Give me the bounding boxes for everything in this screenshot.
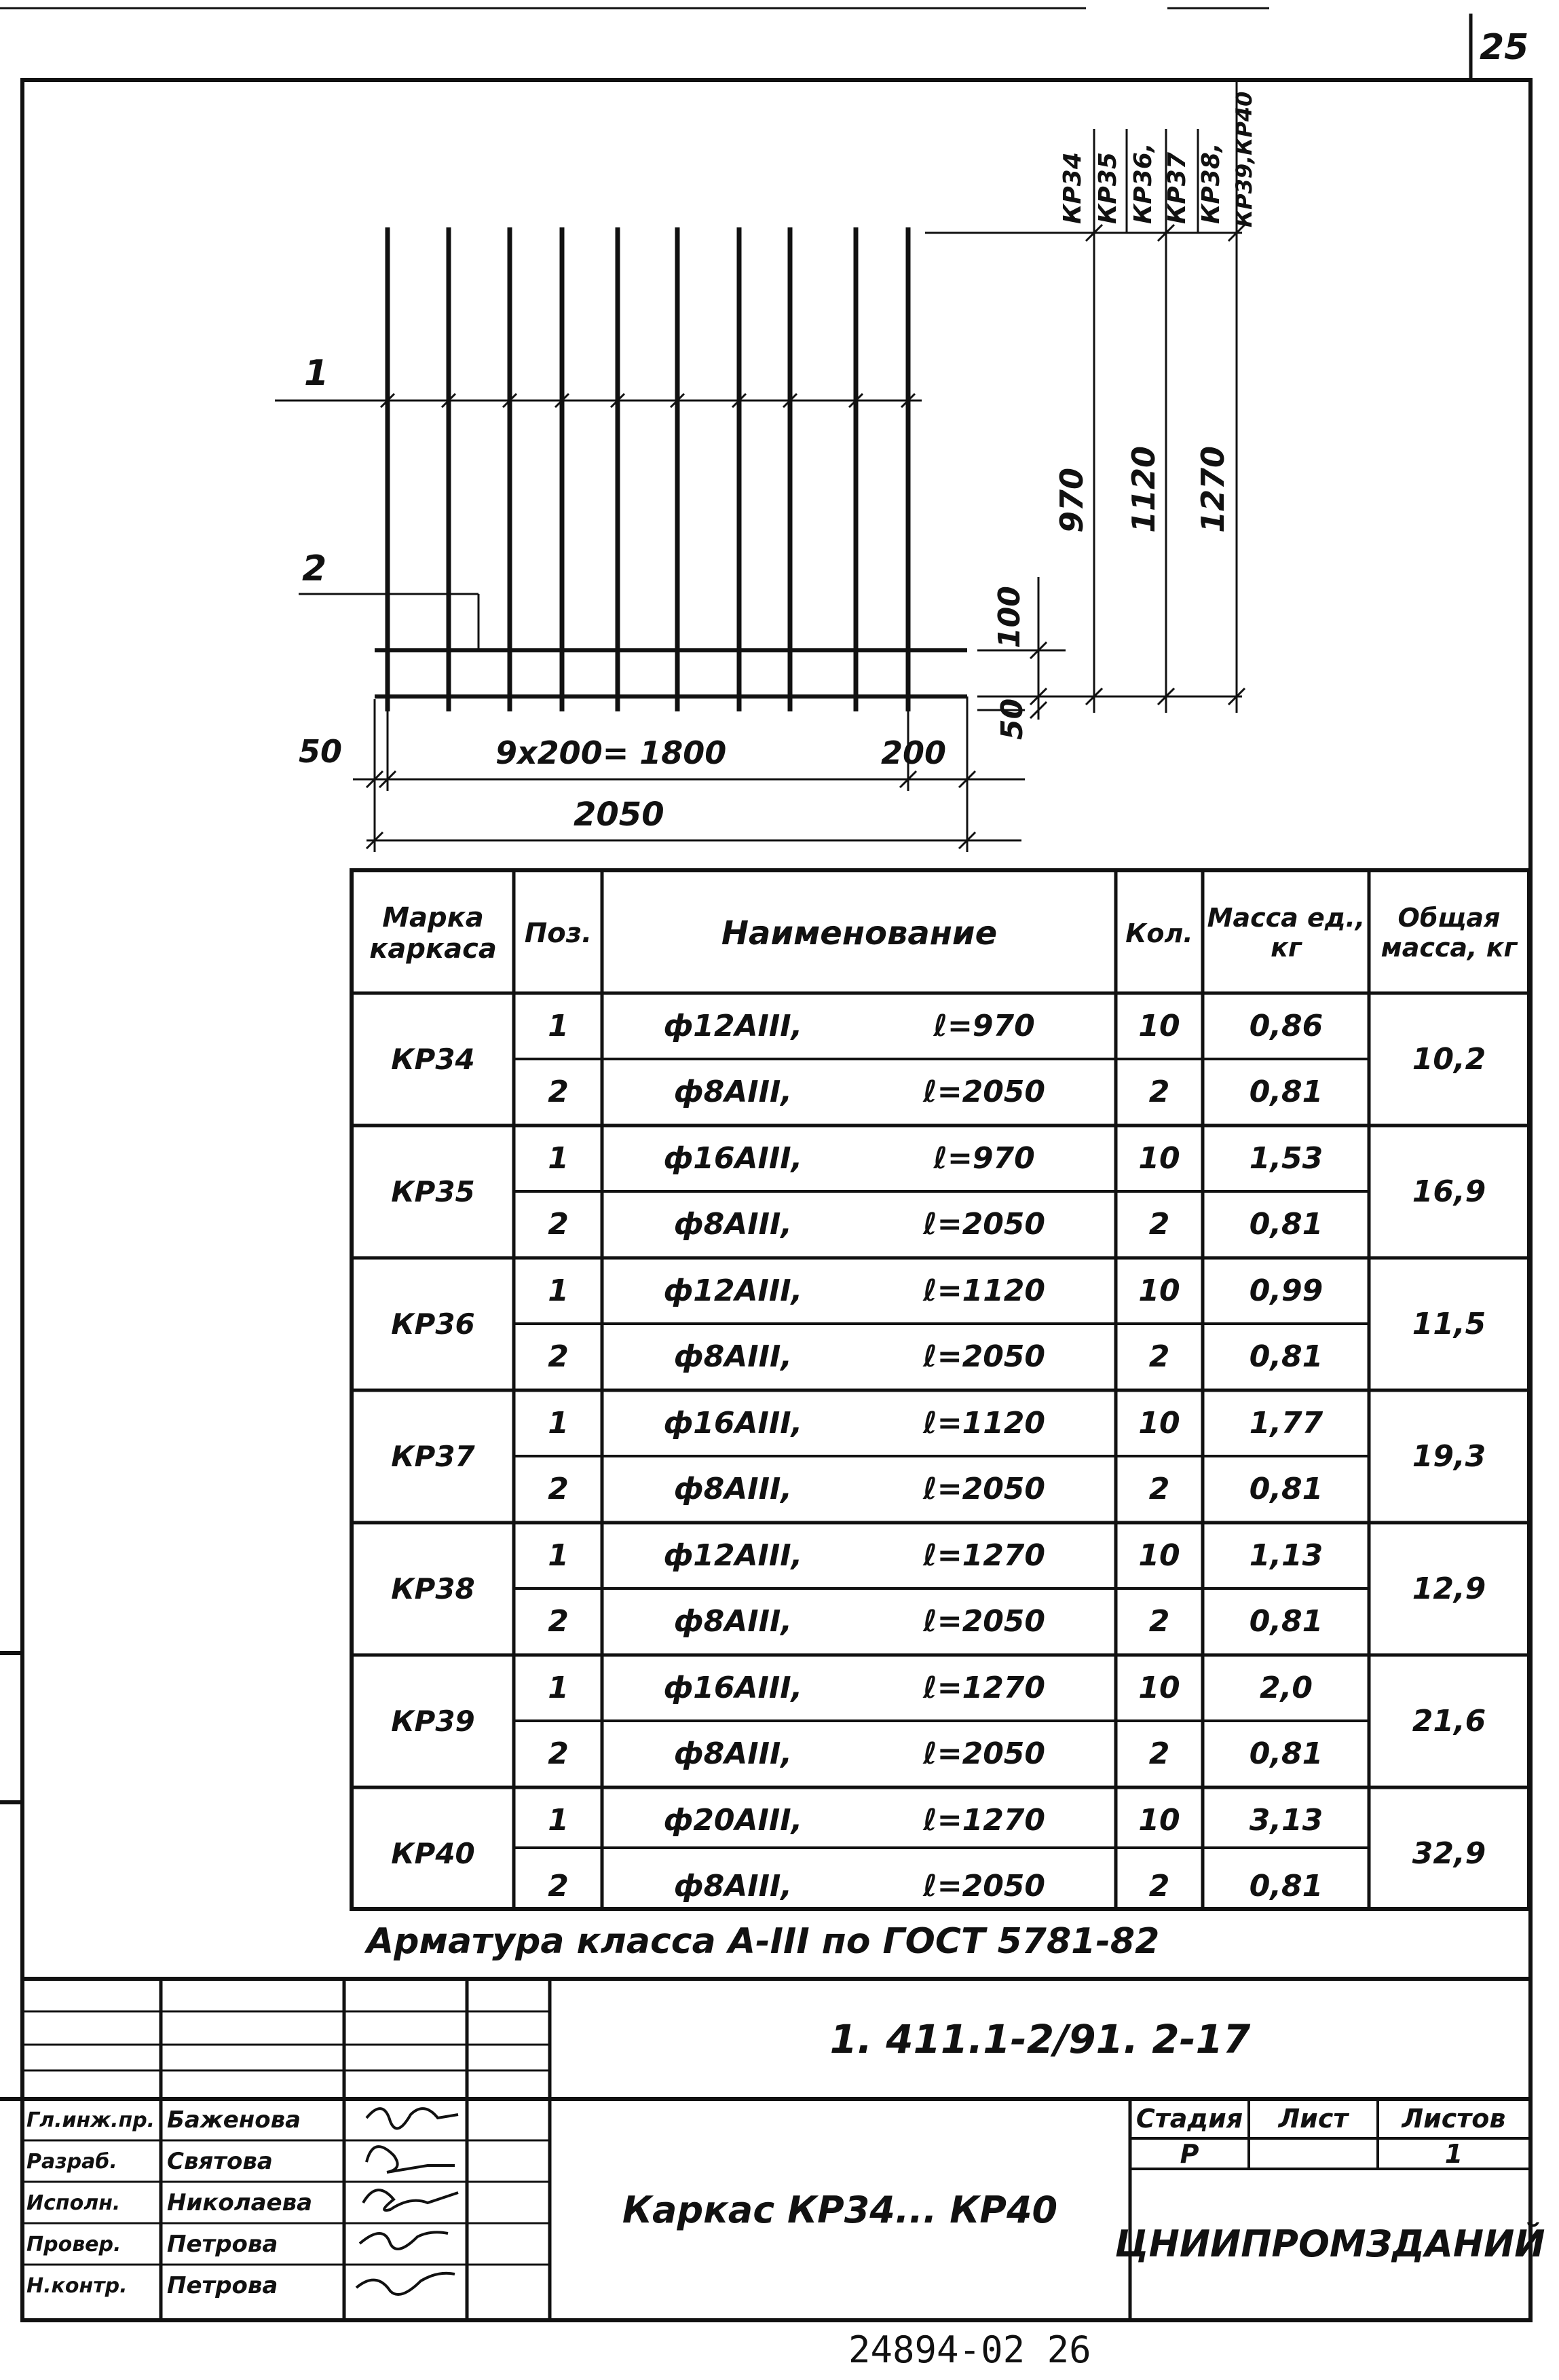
table-bar-cell: ф8АIII, [673,1207,793,1242]
table-bar-cell: ф16АIII, [663,1141,803,1176]
organization: ЦНИИПРОМЗДАНИЙ [1114,2222,1545,2265]
sheet-label: Лист [1278,2104,1349,2134]
table-mass-cell: 0,81 [1249,1075,1323,1109]
table-bar-cell: ф8АIII, [673,1736,793,1771]
table-total-mass-cell: 12,9 [1412,1572,1486,1606]
table-pos-cell: 2 [548,1736,569,1771]
table-length-cell: ℓ=2050 [922,1869,1046,1903]
table-qty-cell: 10 [1138,1803,1180,1838]
table-length-cell: ℓ=2050 [922,1075,1046,1109]
table-mass-cell: 0,81 [1249,1472,1323,1506]
table-qty-cell: 2 [1148,1339,1170,1374]
dimension-total: 2050 [574,796,664,834]
table-qty-cell: 10 [1138,1009,1180,1043]
sheets-value: 1 [1444,2139,1463,2169]
table-total-mass-cell: 16,9 [1412,1174,1486,1209]
dimension-200: 200 [881,735,947,771]
header-qty: Кол. [1125,918,1193,948]
table-pos-cell: 1 [548,1671,569,1705]
table-mass-cell: 1,13 [1249,1538,1323,1573]
table-pos-cell: 1 [548,1538,569,1573]
document-code: 1. 411.1-2/91. 2-17 [829,2016,1251,2062]
header-mark: Марка каркаса [369,902,497,965]
table-mass-cell: 1,53 [1249,1141,1323,1176]
header-name: Наименование [721,914,998,952]
staff-name: Петрова [167,2231,278,2258]
dimension-100: 100 [992,586,1027,648]
table-mass-cell: 0,81 [1249,1736,1323,1771]
dimension-970: 970 [1053,467,1090,533]
table-mark-cell: КР38 [391,1572,475,1605]
stage-label: Стадия [1135,2104,1243,2134]
archive-number: 24894-02 26 [848,2328,1091,2371]
dimension-1120: 1120 [1125,445,1162,533]
table-length-cell: ℓ=1120 [922,1273,1046,1308]
table-bar-cell: ф8АIII, [673,1075,793,1109]
table-pos-cell: 2 [548,1472,569,1506]
table-pos-cell: 1 [548,1406,569,1440]
position-2-label: 2 [302,548,327,589]
table-qty-cell: 10 [1138,1273,1180,1308]
table-qty-cell: 10 [1138,1406,1180,1440]
table-total-mass-cell: 11,5 [1412,1307,1486,1341]
table-length-cell: ℓ=2050 [922,1604,1046,1639]
table-length-cell: ℓ=2050 [922,1472,1046,1506]
table-bar-cell: ф8АIII, [673,1339,793,1374]
table-mark-cell: КР39 [391,1705,475,1738]
sheets-label: Листов [1402,2104,1506,2134]
sheet-number: 25 [1480,27,1529,68]
table-pos-cell: 2 [548,1869,569,1903]
table-bar-cell: ф8АIII, [673,1472,793,1506]
table-qty-cell: 2 [1148,1207,1170,1242]
table-qty-cell: 2 [1148,1472,1170,1506]
dimension-spacing: 9x200= 1800 [495,735,727,771]
table-pos-cell: 2 [548,1604,569,1639]
table-length-cell: ℓ=2050 [922,1207,1046,1242]
table-qty-cell: 10 [1138,1141,1180,1176]
table-mark-cell: КР35 [391,1175,475,1208]
stage-value: Р [1180,2139,1199,2169]
table-bar-cell: ф8АIII, [673,1869,793,1903]
table-bar-cell: ф12АIII, [663,1538,803,1573]
mark-label: КР35 [1094,152,1122,224]
signatures [356,2108,458,2294]
staff-name: Николаева [167,2189,313,2216]
table-length-cell: ℓ=1270 [922,1671,1046,1705]
table-qty-cell: 2 [1148,1604,1170,1639]
staff-role: Провер. [26,2232,121,2256]
dimension-50-left: 50 [299,733,343,770]
staff-role: Исполн. [26,2191,121,2215]
table-mass-cell: 0,81 [1249,1604,1323,1639]
table-total-mass-cell: 19,3 [1412,1439,1486,1474]
table-bar-cell: ф12АIII, [663,1009,803,1043]
table-bar-cell: ф20АIII, [663,1803,803,1838]
table-mass-cell: 1,77 [1249,1406,1323,1440]
table-total-mass-cell: 10,2 [1412,1042,1486,1077]
table-qty-cell: 2 [1148,1075,1170,1109]
table-mass-cell: 0,81 [1249,1339,1323,1374]
table-mass-cell: 0,99 [1249,1273,1323,1308]
table-pos-cell: 1 [548,1141,569,1176]
staff-role: Н.контр. [26,2273,128,2298]
table-mass-cell: 2,0 [1260,1671,1313,1705]
table-qty-cell: 10 [1138,1538,1180,1573]
staff-name: Святова [167,2148,273,2175]
table-length-cell: ℓ=2050 [922,1339,1046,1374]
table-mass-cell: 0,81 [1249,1869,1323,1903]
mark-label: КР34 [1059,152,1087,224]
table-pos-cell: 2 [548,1339,569,1374]
table-mass-cell: 0,86 [1249,1009,1323,1043]
table-pos-cell: 1 [548,1009,569,1043]
table-length-cell: ℓ=970 [933,1009,1035,1043]
table-pos-cell: 2 [548,1207,569,1242]
table-pos-cell: 1 [548,1273,569,1308]
table-mark-cell: КР37 [391,1440,475,1473]
table-mark-cell: КР36 [391,1307,475,1341]
mark-label: КР38, [1197,143,1225,224]
table-qty-cell: 2 [1148,1869,1170,1903]
table-length-cell: ℓ=1120 [922,1406,1046,1440]
header-mass-unit: Масса ед., кг [1207,903,1366,963]
mark-label: КР39,КР40 [1231,91,1257,227]
header-mass-total: Общая масса, кг [1380,903,1518,963]
dimension-50-right: 50 [995,698,1030,740]
table-pos-cell: 1 [548,1803,569,1838]
table-pos-cell: 2 [548,1075,569,1109]
staff-name: Баженова [167,2106,301,2134]
table-bar-cell: ф12АIII, [663,1273,803,1308]
staff-role: Гл.инж.пр. [26,2108,155,2132]
drawing-title: Каркас КР34... КР40 [622,2188,1058,2231]
position-1-label: 1 [304,353,329,394]
staff-role: Разраб. [26,2149,117,2174]
table-length-cell: ℓ=1270 [922,1538,1046,1573]
header-pos: Поз. [524,918,593,949]
table-mark-cell: КР40 [391,1837,475,1870]
table-length-cell: ℓ=2050 [922,1736,1046,1771]
table-bar-cell: ф16АIII, [663,1406,803,1440]
table-total-mass-cell: 21,6 [1412,1704,1486,1738]
table-qty-cell: 2 [1148,1736,1170,1771]
table-total-mass-cell: 32,9 [1412,1836,1486,1871]
table-length-cell: ℓ=970 [933,1141,1035,1176]
table-bar-cell: ф16АIII, [663,1671,803,1705]
table-mass-cell: 0,81 [1249,1207,1323,1242]
table-qty-cell: 10 [1138,1671,1180,1705]
table-mass-cell: 3,13 [1249,1803,1323,1838]
mark-label: КР37 [1163,152,1191,224]
staff-name: Петрова [167,2272,278,2299]
table-bar-cell: ф8АIII, [673,1604,793,1639]
table-note: Арматура класса А-III по ГОСТ 5781-82 [367,1921,1160,1962]
mark-label: КР36, [1129,143,1157,224]
table-mark-cell: КР34 [391,1043,475,1076]
dimension-1270: 1270 [1195,445,1231,533]
table-length-cell: ℓ=1270 [922,1803,1046,1838]
